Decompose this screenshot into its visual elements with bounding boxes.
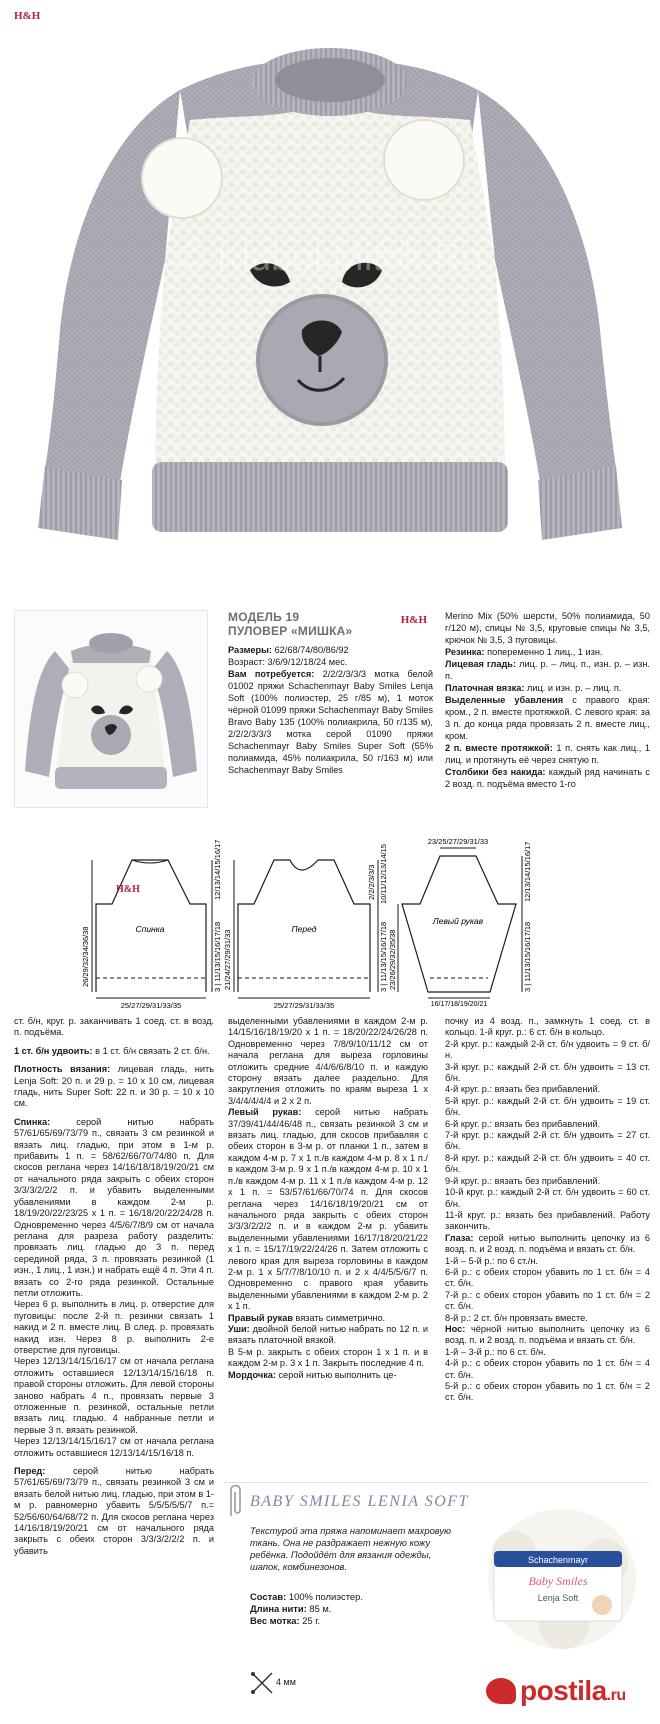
instruction-paragraph <box>445 1233 650 1256</box>
instruction-text: В 5-м р. закрыть с обеих сторон 1 х 1 п. и в каждом 2-м р. 3 х 1 п. Закрыть последние 4 п. <box>228 1346 428 1369</box>
svg-text:Schachenmayr: Schachenmayr <box>527 1555 589 1565</box>
instruction-heading: Плотность вязания: <box>14 1064 111 1075</box>
instructions-column-2 <box>228 1016 428 1381</box>
instruction-text: чёрной нитью выполнить цепочку из 6 возд. п. и 2 возд. п. подъёма и вязать ст. б/н. <box>445 1323 650 1346</box>
instruction-paragraph <box>228 1370 428 1381</box>
instruction-paragraph <box>445 1358 650 1381</box>
instruction-paragraph <box>445 1096 650 1119</box>
svg-text:H&H: H&H <box>116 884 140 895</box>
instruction-text: 5-й круг. р.: каждый 2-й ст. б/н удвоить = 19 ст. б/н. <box>445 1095 650 1118</box>
instruction-paragraph <box>445 1119 650 1130</box>
paperclip-icon <box>226 1482 244 1518</box>
instruction-paragraph <box>445 1324 650 1347</box>
instruction-paragraph <box>14 1016 214 1039</box>
yarn-description: Текстурой эта пряжа напоминает махровую ткань. Она не раздражает нежную кожу ребёнка. Подойдёт для вязания одежды, шапок, комбинезонов. <box>250 1525 452 1572</box>
svg-text:26/29/32/34/36/38: 26/29/32/34/36/38 <box>81 926 90 987</box>
instruction-heading: Перед: <box>14 1466 46 1477</box>
brand-mark: H&H <box>400 614 427 626</box>
hero-sweater-photo <box>0 0 660 596</box>
instruction-heading: 1 ст. б/н удвоить: <box>14 1045 93 1056</box>
instruction-paragraph <box>14 1436 214 1459</box>
instruction-paragraph <box>445 1084 650 1095</box>
instruction-text: Через 6 р. выполнить в лиц. р. отверстие для пуговицы: после 2-й п. резинки связать 1 накид и 2 п. вместе лиц. В след. р. провязать накид изн. Через 8 р. выполнить 2-е отверстие для пуговицы. <box>14 1299 214 1355</box>
instruction-paragraph <box>445 1347 650 1358</box>
instruction-heading: Спинка: <box>14 1116 51 1127</box>
model-info <box>0 600 660 830</box>
instruction-paragraph <box>445 1290 650 1313</box>
sleeve-schematic <box>388 837 532 1008</box>
instruction-paragraph <box>14 1466 214 1557</box>
instruction-text: в 1 ст. б/н связать 2 ст. б/н. <box>95 1045 210 1056</box>
instruction-text: вязать симметрично. <box>295 1312 386 1323</box>
instruction-text: 7-й р.: с обеих сторон убавить по 1 ст. б/н = 2 ст. б/н. <box>445 1289 650 1312</box>
svg-text:12/13/14/15/16/17: 12/13/14/15/16/17 <box>213 839 222 900</box>
svg-text:25/27/29/31/33/35: 25/27/29/31/33/35 <box>120 1001 182 1010</box>
svg-text:23/25/27/29/31/33: 23/25/27/29/31/33 <box>427 837 489 846</box>
instruction-text: серой нитью набрать 57/61/65/69/73/79 п., связать резинкой 3 см и вязать белой нитью лиц. гладью, при этом в 1-м р. равномерно убавить 5/5/5/5/5/7 п.= 52/56/60/64/68/72 п. Для скосов реглана через 14/16/18/19/20/21 см от начального ряда закрыть с обеих сторон 3/3/3/2/2/2 п. и убавить <box>14 1466 214 1556</box>
model-column-3: Merino Mix (50% шерсти, 50% полиамида, 50 г/120 м), спицы № 3,5, круговые спицы № 3,5, крючок № 3,5, 3 пуговицы. Резинка: попеременно 1 лиц., 1 изн. Лицевая гладь: лиц. р. – лиц. п., изн. р. – изн. п. Платочная вязка: лиц. и изн. р. – лиц. п. Выделенные убавления с правого края: кром., 2 п. вместе протяжкой. С левого края: за 3 п. до конца ряда провязать 2 п. вместе лиц., кром. 2 п. вместе протяжкой: 1 п. снять как лиц., 1 лиц. и протянуть её через снятую п. Столбики без накида: каждый ряд начинать с 2 возд. п. подъёма вместо 1-го <box>445 611 651 789</box>
instruction-text: двойной белой нитью набрать по 12 п. и вязать платочной вязкой. <box>228 1323 428 1346</box>
instruction-paragraph <box>14 1356 214 1436</box>
svg-text:21/24/27/29/31/33: 21/24/27/29/31/33 <box>223 929 232 990</box>
sweater-illustration <box>0 0 660 596</box>
instruction-paragraph <box>445 1016 650 1039</box>
instruction-heading: Нос: <box>445 1323 466 1334</box>
instruction-paragraph <box>445 1176 650 1187</box>
instruction-text: лицевая гладь, нить Lenja Soft: 20 п. и 29 р. = 10 х 10 см, лицевая гладь, нить Super Soft: 22 п. и 30 р. = 10 х 10 см. <box>14 1064 214 1109</box>
bear-ear-right <box>384 120 464 200</box>
instruction-paragraph <box>228 1313 428 1324</box>
svg-text:Левый рукав: Левый рукав <box>432 916 484 926</box>
instruction-paragraph <box>445 1187 650 1210</box>
svg-text:25/27/29/31/33/35: 25/27/29/31/33/35 <box>273 1001 335 1010</box>
instruction-heading: Мордочка: <box>228 1369 276 1380</box>
instruction-text: 2-й круг. р.: каждый 2-й ст. б/н удвоить = 9 ст. б/н. <box>445 1038 650 1061</box>
instructions-column-3 <box>445 1016 650 1404</box>
instruction-paragraph <box>445 1313 650 1324</box>
model-number: МОДЕЛЬ 19 <box>228 610 300 624</box>
svg-text:Baby Smiles: Baby Smiles <box>528 1574 588 1588</box>
instructions-column-1 <box>14 1016 214 1557</box>
svg-text:© KlubokMitok.Ru: © KlubokMitok.Ru <box>177 237 483 279</box>
instruction-paragraph <box>228 1347 428 1370</box>
instruction-heading: Уши: <box>228 1323 250 1334</box>
model-column-2 <box>228 610 433 776</box>
brand-mark: H&H <box>14 10 41 22</box>
instruction-text: 6-й круг. р.: вязать без прибавлений. <box>445 1118 601 1129</box>
instruction-heading: Глаза: <box>445 1232 474 1243</box>
bear-ear-left <box>142 138 222 218</box>
svg-text:3 | 11/13/15/16/17/18: 3 | 11/13/15/16/17/18 <box>523 921 532 992</box>
instruction-paragraph <box>228 1016 428 1107</box>
instruction-heading: Правый рукав <box>228 1312 293 1323</box>
bear-muzzle <box>258 296 386 424</box>
svg-text:23/26/29/32/35/38: 23/26/29/32/35/38 <box>388 929 397 990</box>
svg-text:Спинка: Спинка <box>135 924 165 934</box>
model-title: ПУЛОВЕР «МИШКА» <box>228 624 353 638</box>
age-line: Возраст: 3/6/9/12/18/24 мес. <box>228 657 348 667</box>
instruction-text: 1-й – 3-й р.: по 6 ст. б/н. <box>445 1346 546 1357</box>
instruction-text: серой нитью выполнить це- <box>278 1369 397 1380</box>
instruction-text: 7-й круг. р.: каждый 2-й ст. б/н удвоить = 27 ст. б/н. <box>445 1130 650 1152</box>
instruction-paragraph <box>14 1299 214 1356</box>
svg-text:2/2/2/3/3/3: 2/2/2/3/3/3 <box>367 864 376 900</box>
needle-size: 4 мм <box>276 1677 296 1687</box>
back-schematic <box>81 840 222 1010</box>
instruction-text: 9-й круг. р.: вязать без прибавлений. <box>445 1175 601 1186</box>
svg-text:Lenja Soft: Lenja Soft <box>537 1593 579 1603</box>
instruction-paragraph <box>445 1153 650 1176</box>
instruction-text: 10-й круг. р.: каждый 2-й ст. б/н удвоить = 60 ст. б/н. <box>445 1187 650 1209</box>
model-thumbnail <box>14 610 208 808</box>
instruction-paragraph <box>445 1210 650 1233</box>
instruction-paragraph <box>445 1062 650 1085</box>
svg-text:10/11/12/13/14/15: 10/11/12/13/14/15 <box>379 844 388 904</box>
yarn-specs: Состав: 100% полиэстер. Длина нити: 85 м. Вес мотка: 25 г. <box>250 1591 363 1626</box>
svg-text:3 | 11/13/15/16/17/18: 3 | 11/13/15/16/17/18 <box>379 921 388 992</box>
svg-text:12/13/14/15/16/17: 12/13/14/15/16/17 <box>523 841 532 902</box>
instruction-text: 4-й р.: с обеих сторон убавить по 1 ст. б/н = 4 ст. б/н. <box>445 1358 650 1380</box>
instruction-text: 5-й р.: с обеих сторон убавить по 1 ст. б/н = 2 ст. б/н. <box>445 1381 650 1403</box>
instruction-paragraph <box>445 1267 650 1290</box>
instruction-text: серой нитью набрать 37/39/41/44/46/48 п., связать резинкой 3 см и вязать лиц. гладью, для скосов прибавляя с обеих сторон в 3-м р. от планки 1 п., затем в каждом 4-м р. 7 х 1 п./в каждом 4-м р. 8 х 1 п./в каждом 3-м р. 9 х 1 п./в каждом 4-м р. 10 х 1 п./в каждом 4-м р. 11 х 1 п./в каждом 4-м р. 12 х 1 п. = 53/57/61/66/70/74 п. Для скосов реглана через 14/16/18/19/20/21 см от начального ряда закрыть с обеих сторон 3/3/3/2/2/2 п. и в каждом 2-м р. убавить выделенными убавлениями 16/17/18/20/21/22 х 1 п. = 15/17/19/22/24/26 п. Затем отложить с левого края для выреза горловины в каждом 2-м р. 1 х 5/7/7/8/10/10 п. и 2 х 4/4/5/5/6/7 п. Одновременно с правого края убавить выделенными убавлениями в каждом 2-м р. 2 х 1 п. <box>228 1107 428 1312</box>
instruction-text: ст. б/н, круг. р. заканчивать 1 соед. ст. в возд. п. подъёма. <box>14 1016 214 1038</box>
instruction-paragraph <box>228 1107 428 1312</box>
yarn-title: BABY SMILES LENIA SOFT <box>250 1493 469 1510</box>
postila-logo[interactable]: postila.ru <box>486 1675 626 1707</box>
instruction-paragraph <box>14 1064 214 1110</box>
instruction-text: 11-й круг. р.: вязать без прибавлений. Работу закончить. <box>445 1209 650 1232</box>
instruction-text: 1-й – 5-й р.: по 6 ст./н. <box>445 1255 538 1266</box>
front-schematic <box>223 844 388 1010</box>
instruction-paragraph <box>445 1256 650 1267</box>
instruction-paragraph <box>445 1039 650 1062</box>
instruction-text: 3-й круг. р.: каждый 2-й ст. б/н удвоить = 13 ст. б/н. <box>445 1061 650 1084</box>
svg-text:16/17/18/19/20/21: 16/17/18/19/20/21 <box>430 1001 488 1008</box>
instruction-text: 4-й круг. р.: вязать без прибавлений. <box>445 1084 601 1095</box>
sweater-hem <box>152 462 508 532</box>
instruction-paragraph <box>14 1117 214 1300</box>
yarn-info-box <box>224 1482 649 1718</box>
instruction-paragraph <box>228 1324 428 1347</box>
instruction-text: выделенными убавлениями в каждом 2-м р. 14/15/16/18/19/20 х 1 п. = 18/20/22/24/26/28 п. Одновременно через 7/8/9/10/11/12 см от начала реглана для выреза горловины отложить средние 4/4/6/6/8/10 п. и каждую сторону вязать далее раздельно. Для закругления отложить по краям выреза 1 х 3/4/4/4/4/4 и 2 х 2 п. <box>228 1016 428 1106</box>
instruction-text: 8-й круг. р.: каждый 2-й ст. б/н удвоить = 40 ст. б/н. <box>445 1152 650 1175</box>
instruction-text: 6-й р.: с обеих сторон убавить по 1 ст. б/н = 4 ст. б/н. <box>445 1266 650 1289</box>
instruction-paragraph <box>14 1046 214 1057</box>
instruction-text: 8-й р.: 2 ст. б/н провязать вместе. <box>445 1312 588 1323</box>
instruction-text: серой нитью выполнить цепочку из 6 возд. п. и 2 возд. п. подъёма и вязать ст. б/н. <box>445 1232 650 1255</box>
sizes-line: Размеры: 62/68/74/80/86/92 <box>228 645 349 655</box>
yarn-ball-image <box>474 1493 644 1663</box>
instruction-text: серой нитью набрать 57/61/65/69/73/79 п., связать 3 см резинкой и вязать лиц. гладью, при этом в 1-м р. прибавить 1 п. = 58/62/66/70/74/80 п. Для скосов реглана через 14/16/18/18/19/20/21 см от начального ряда закрыть с обеих сторон 3/3/3/2/2/2 п. и убавить выделенными убавлениями в каждом 2-м р. 18/19/20/22/23/25 х 1 п. = 16/18/20/22/24/28 п. Одновременно через 4/5/6/7/8/9 см от начала реглана для разреза работу разделить: провязать лиц. гладью до 3 п. перед серединой ряда, 3 п. провязать резинкой (1 изн., 1 лиц., 1 изн.) и набрать ещё 4 п. Эти 4 п. вязать со 2-го ряда резинкой. Остальные петли отложить. <box>14 1116 214 1298</box>
instruction-paragraph <box>445 1381 650 1404</box>
instruction-text: почку из 4 возд. п., замкнуть 1 соед. ст. в кольцо. 1-й круг. р.: 6 ст. б/н в кольцо. <box>445 1016 650 1038</box>
svg-text:3 | 11/13/15/16/17/18: 3 | 11/13/15/16/17/18 <box>213 921 222 992</box>
instruction-text: Через 12/13/14/15/16/17 см от начала реглана отложить оставшиеся 12/13/14/15/16/18 п. <box>14 1436 214 1458</box>
materials: Вам потребуется: 2/2/2/3/3/3 мотка белой 01002 пряжи Schachenmayr Baby Smiles Lenja Soft (100% полиэстер, 25 г/85 м), 1 моток чёрной 01099 пряжи Schachenmayr Baby Smiles Bravo Baby 135 (100% полиакрила, 50 г/135 м), 2/2/2/3/3/3 мотка серой 01090 пряжи Schachenmayr Baby Smiles Super Soft (55% полиамида, 45% полиакрила, 50 г/163 м) или Schachenmayr Baby Smiles <box>228 669 433 775</box>
instruction-paragraph <box>445 1130 650 1153</box>
instruction-text: Через 12/13/14/15/16/17 см от начала реглана отложить оставшиеся 12/13/14/15/16/18 п. правой стороны отложить. Для левой стороны заново набрать 4 п., провязать первые 3 отложенные п. резинкой, остальные петли вязать лиц. гладью. 4 набранные петли и первые 3 п. вязать резинкой. <box>14 1356 214 1435</box>
pattern-schematics <box>0 832 660 1012</box>
svg-text:Перед: Перед <box>291 924 317 934</box>
instruction-heading: Левый рукав: <box>228 1107 302 1118</box>
